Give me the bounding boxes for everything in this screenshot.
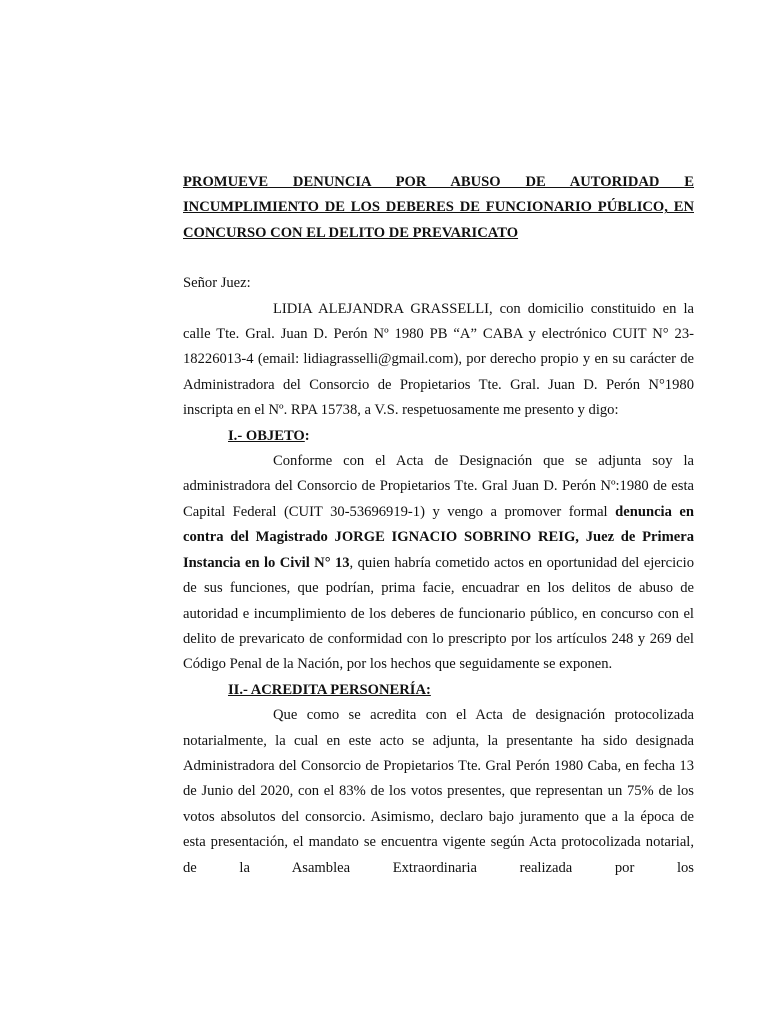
section-heading-objeto xyxy=(183,424,694,449)
objeto-text-bold: denuncia en contra del Magistrado JORGE IGNACIO SOBRINO REIG, Juez de Primera Instancia en lo Civil N° 13 xyxy=(183,503,695,571)
document-title: PROMUEVE DENUNCIA POR ABUSO DE AUTORIDAD E INCUMPLIMIENTO DE LOS DEBERES DE FUNCIONARIO PÚBLICO, EN CONCURSO CON EL DELITO DE PREVARICATO xyxy=(183,174,694,241)
objeto-paragraph xyxy=(183,449,694,678)
section-heading-objeto-label: I.- OBJETO xyxy=(228,427,305,444)
salutation: Señor Juez: xyxy=(183,275,251,292)
section-heading-personeria-label: II.- ACREDITA PERSONERÍA: xyxy=(228,681,431,698)
document-body xyxy=(183,170,694,881)
objeto-text-start: Conforme con el Acta de Designación que se adjunta soy la administradora del Consorcio de Propietarios Tte. Gral Juan D. Perón Nº:1980 de esta Capital Federal (CUIT 30-53696919-1) y vengo a promover formal xyxy=(183,453,694,520)
section-heading-personeria xyxy=(183,678,694,703)
section-heading-objeto-colon: : xyxy=(304,427,310,444)
personeria-paragraph: Que como se acredita con el Acta de designación protocolizada notarialmente, la cual en este acto se adjunta, la presentante ha sido designada Administradora del Consorcio de Propietarios Tte. Gral Perón 1980 Caba, en fecha 13 de Junio del 2020, con el 83% de los votos presentes, que representan un 75% de los votos absolutos del consorcio. Asimismo, declaro bajo juramento que a la época de esta presentación, el mandato se encuentra vigente según Acta protocolizada notarial, de la Asamblea Extraordinaria realizada por los xyxy=(183,707,694,876)
intro-paragraph: LIDIA ALEJANDRA GRASSELLI, con domicilio constituido en la calle Tte. Gral. Juan D. Perón Nº 1980 PB “A” CABA y electrónico CUIT N° 23-18226013-4 (email: lidiagrasselli@gmail.com), por derecho propio y en su carácter de Administradora del Consorcio de Propietarios Tte. Gral. Juan D. Perón N°1980 inscripta en el Nº. RPA 15738, a V.S. respetuosamente me presento y digo: xyxy=(183,300,694,419)
objeto-text-end: , quien habría cometido actos en oportunidad del ejercicio de sus funciones, que podrían, prima facie, encuadrar en los delitos de abuso de autoridad e incumplimiento de los deberes de funcionario público, en concurso con el delito de prevaricato de conformidad con lo prescripto por los artículos 248 y 269 del Código Penal de la Nación, por los hechos que seguidamente se exponen. xyxy=(183,554,695,673)
